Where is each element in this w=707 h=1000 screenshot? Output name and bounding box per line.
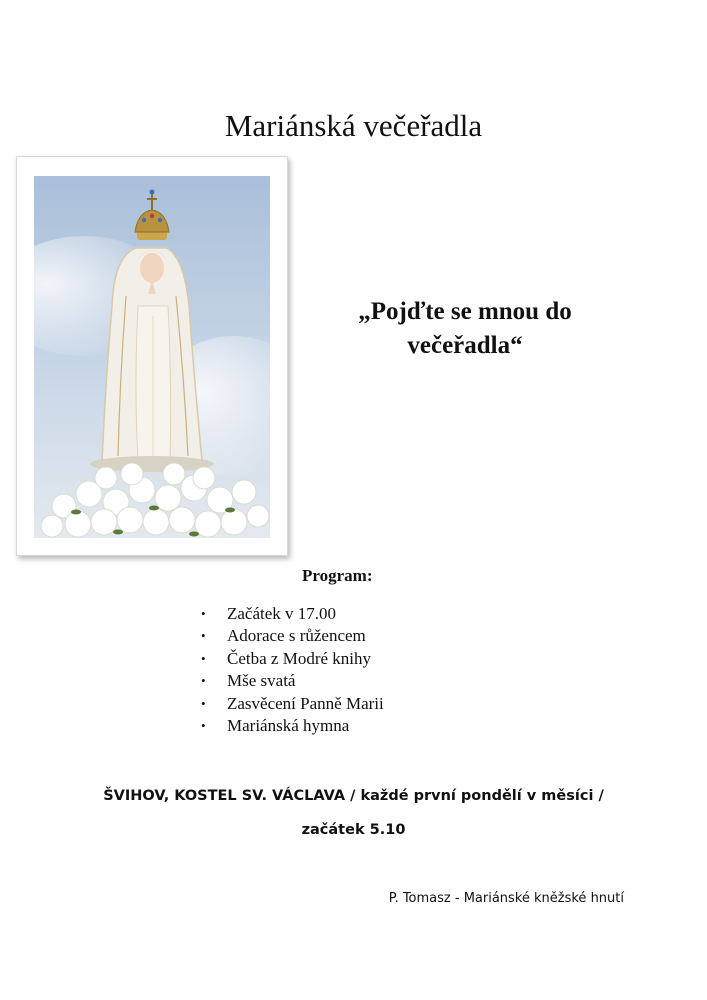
subtitle [320, 295, 610, 363]
program-item: • Začátek v 17.00 [201, 603, 384, 625]
event-start: začátek 5.10 [301, 822, 406, 838]
event-place: ŠVIHOV, KOSTEL SV. VÁCLAVA / každé první pondělí v měsíci / [103, 788, 604, 804]
program-list [201, 603, 384, 737]
program-item: • Četba z Modré knihy [201, 648, 384, 670]
signature: P. Tomasz - Mariánské kněžské hnutí [388, 891, 624, 906]
subtitle-line-1: „Pojďte se mnou do [358, 298, 572, 325]
program-item: • Adorace s růžencem [201, 625, 384, 647]
subtitle-line-2: večeřadla“ [407, 332, 523, 359]
program-item: • Zasvěcení Panně Marii [201, 693, 384, 715]
page-title: Mariánská večeřadla [224, 108, 483, 143]
program-item: • Mariánská hymna [201, 715, 384, 737]
program-heading: Program: [302, 566, 373, 585]
statue-of-our-lady-of-fatima-icon [34, 176, 270, 538]
program-item: • Mše svatá [201, 670, 384, 692]
photo-frame [16, 156, 288, 556]
